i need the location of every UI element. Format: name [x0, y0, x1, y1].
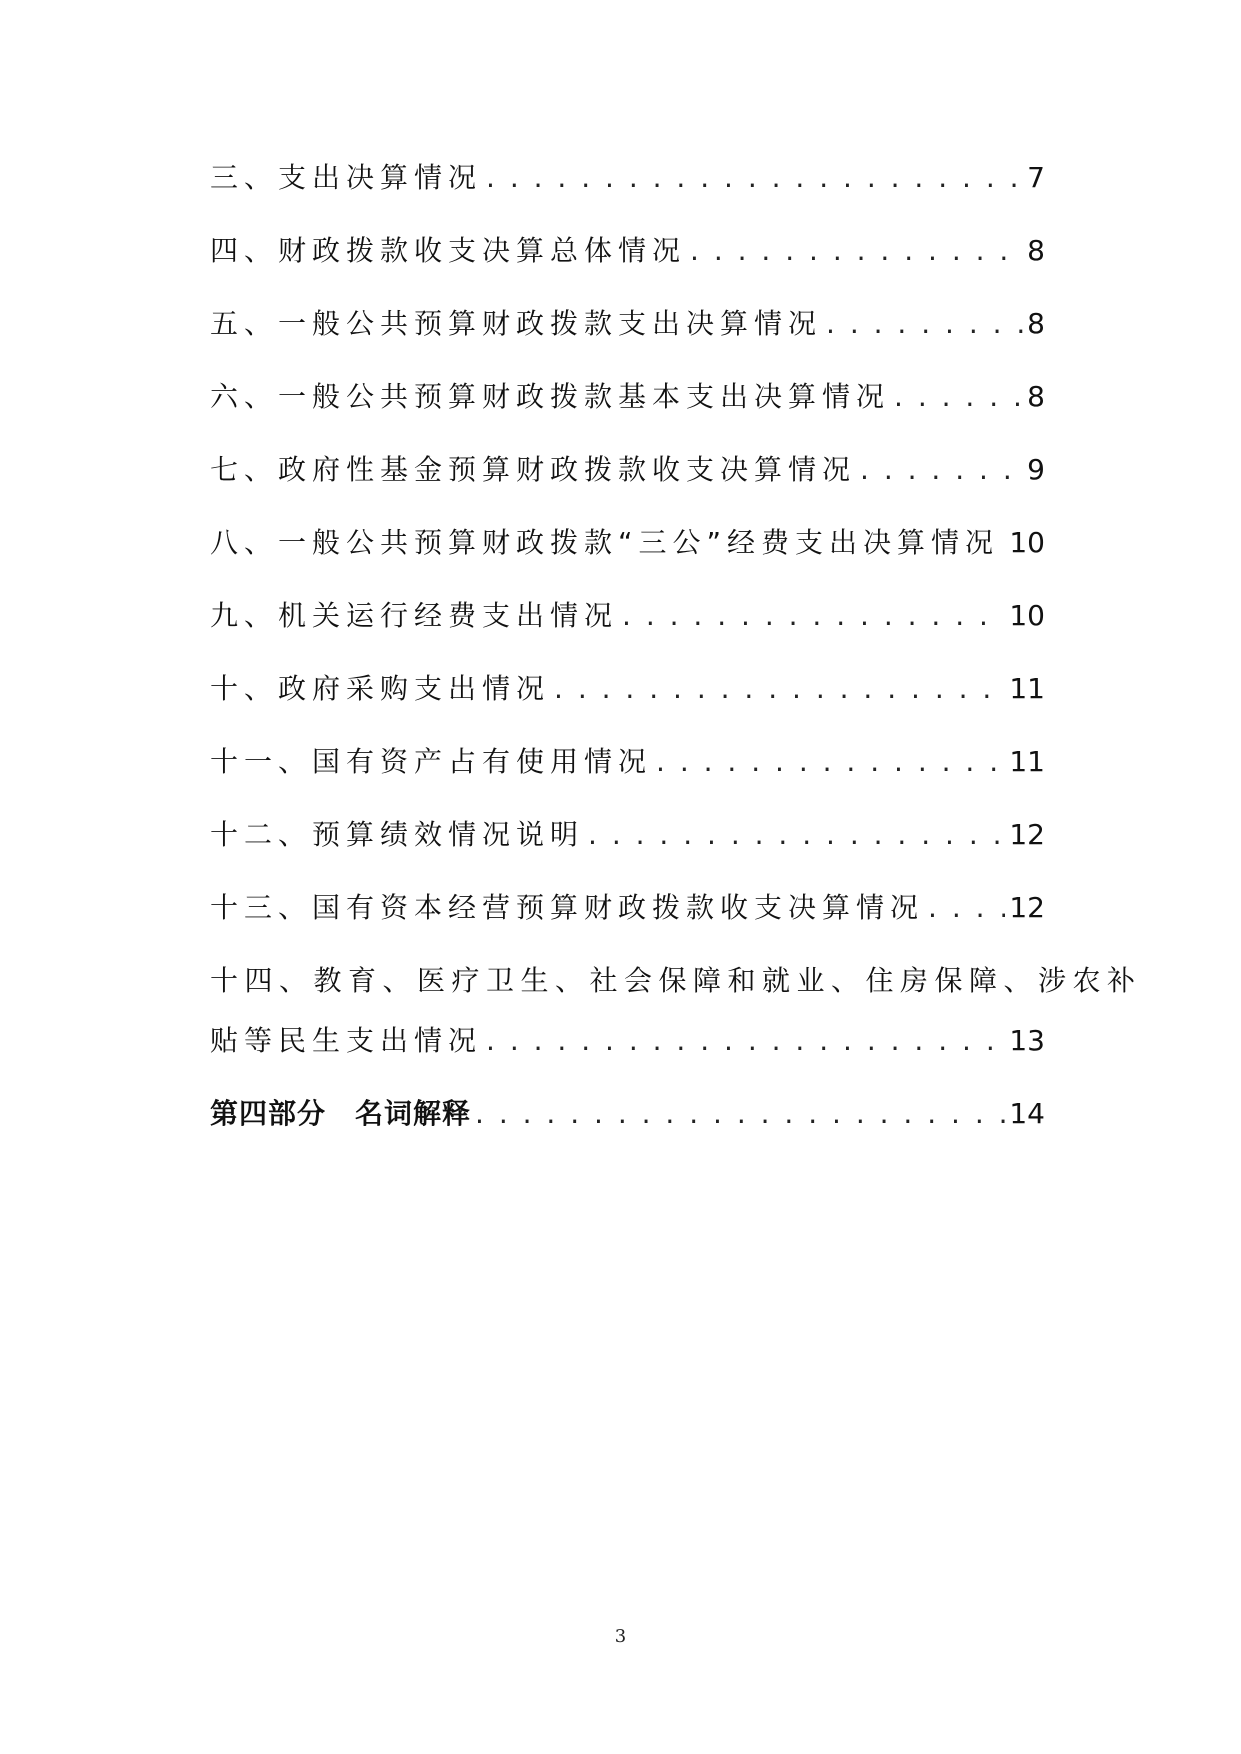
- toc-leader-dots: [690, 233, 1023, 269]
- toc-entry-title: 六、一般公共预算财政拨款基本支出决算情况: [210, 380, 891, 413]
- toc-leader-dots: [928, 890, 1005, 926]
- toc-entry-title: 三、支出决算情况: [210, 161, 483, 194]
- toc-entry-title: 十二、预算绩效情况说明: [210, 818, 585, 851]
- toc-leader-dots: [1003, 525, 1005, 561]
- toc-entry-title: 十、政府采购支出情况: [210, 672, 551, 705]
- toc-entry-title: 八、一般公共预算财政拨款“三公”经费支出决算情况: [210, 526, 1000, 559]
- toc-leader-dots: [860, 452, 1023, 488]
- toc-leader-dots: [554, 671, 1005, 707]
- page-number: 3: [614, 1626, 627, 1647]
- toc-entry-12[interactable]: [210, 817, 1045, 853]
- toc-entry-page: 11: [1009, 672, 1045, 705]
- toc-entry-page: 9: [1027, 453, 1045, 486]
- toc-entry-11[interactable]: [210, 744, 1045, 780]
- toc-entry-title: 十一、国有资产占有使用情况: [210, 745, 653, 778]
- toc-entry-line2: [210, 1023, 1045, 1059]
- toc-leader-dots: [588, 817, 1005, 853]
- toc-leader-dots: [656, 744, 1005, 780]
- toc-entry-title: 十三、国有资本经营预算财政拨款收支决算情况: [210, 891, 925, 924]
- toc-entry-title: 七、政府性基金预算财政拨款收支决算情况: [210, 453, 857, 486]
- toc-leader-dots: [826, 306, 1023, 342]
- toc-entry-4[interactable]: [210, 233, 1045, 269]
- toc-leader-dots: [622, 598, 1005, 634]
- toc-part-page: 14: [1009, 1097, 1045, 1130]
- toc-entry-title-line1: 十四、教育、医疗卫生、社会保障和就业、住房保障、涉农补: [210, 964, 1142, 997]
- toc-entry-5[interactable]: [210, 306, 1045, 342]
- toc-entry-13[interactable]: [210, 890, 1045, 926]
- toc-entry-page: 8: [1027, 307, 1045, 340]
- toc-leader-dots: [486, 160, 1023, 196]
- toc-leader-dots: [894, 379, 1023, 415]
- toc-entry-page: 10: [1009, 599, 1045, 632]
- toc-entry-page: 7: [1027, 161, 1045, 194]
- toc-entry-9[interactable]: [210, 598, 1045, 634]
- toc-leader-dots: [486, 1023, 1005, 1059]
- toc-part-entry[interactable]: [210, 1096, 1045, 1132]
- toc-entry-8[interactable]: [210, 525, 1045, 561]
- toc-entry-page: 10: [1009, 526, 1045, 559]
- toc-entry-page: 8: [1027, 234, 1045, 267]
- toc-entry-page: 8: [1027, 380, 1045, 413]
- toc-entry-6[interactable]: [210, 379, 1045, 415]
- table-of-contents: [210, 160, 1142, 1169]
- toc-entry-title: 九、机关运行经费支出情况: [210, 599, 619, 632]
- toc-entry-title: 四、财政拨款收支决算总体情况: [210, 234, 687, 267]
- toc-entry-title: 五、一般公共预算财政拨款支出决算情况: [210, 307, 823, 340]
- toc-part-title: 第四部分 名词解释: [210, 1097, 472, 1130]
- toc-entry-page: 12: [1009, 891, 1045, 924]
- toc-leader-dots: [475, 1096, 1005, 1132]
- toc-entry-title-line2: 贴等民生支出情况: [210, 1024, 483, 1057]
- toc-entry-14[interactable]: [210, 963, 1142, 1059]
- toc-entry-page: 11: [1009, 745, 1045, 778]
- toc-entry-page: 12: [1009, 818, 1045, 851]
- toc-entry-10[interactable]: [210, 671, 1045, 707]
- toc-entry-7[interactable]: [210, 452, 1045, 488]
- toc-entry-3[interactable]: [210, 160, 1045, 196]
- toc-entry-page: 13: [1009, 1024, 1045, 1057]
